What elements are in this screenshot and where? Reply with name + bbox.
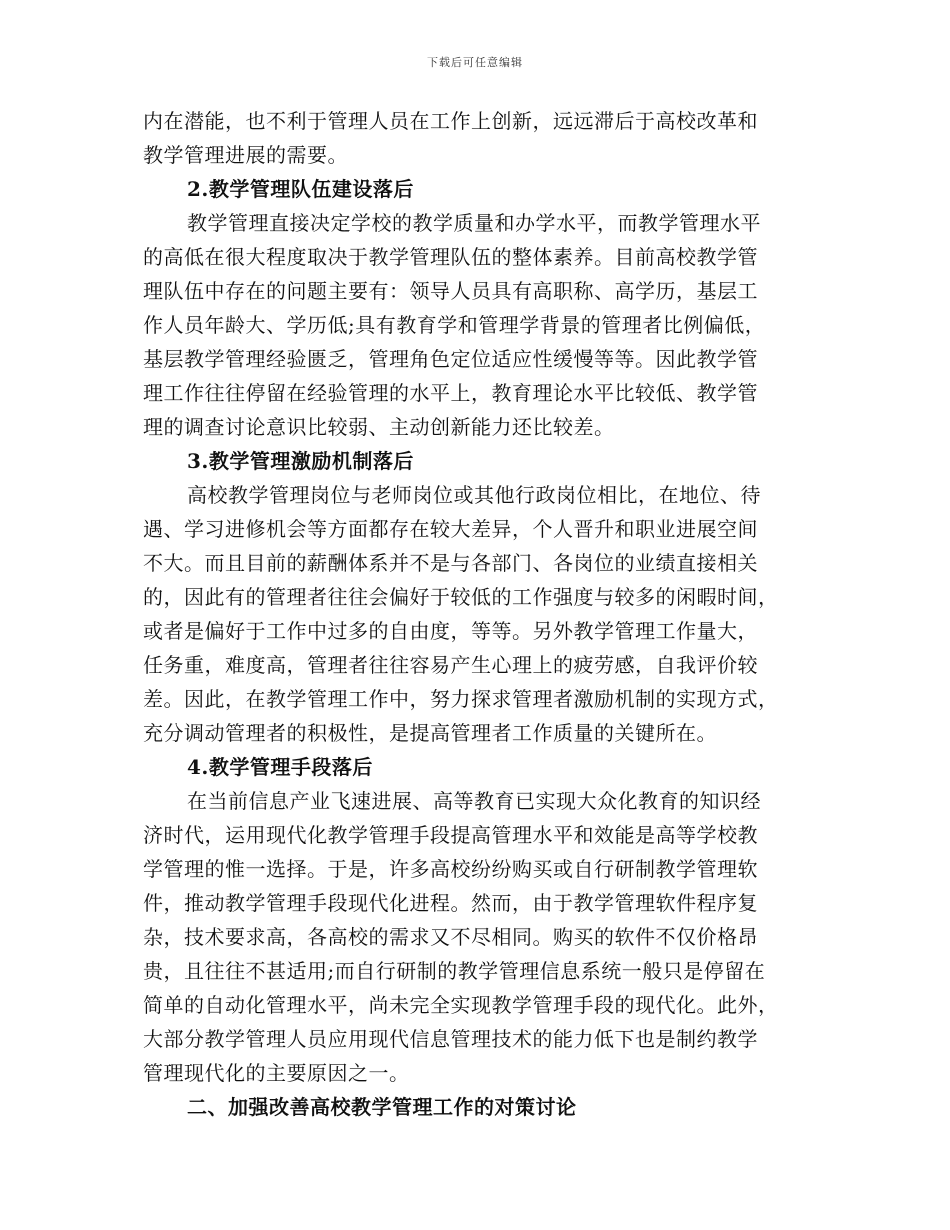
section-heading: 3.教学管理激励机制落后 xyxy=(187,449,414,473)
text-line: 贵，且往往不甚适用;而自行研制的教学管理信息系统一般只是停留在 xyxy=(143,959,766,983)
text-line: 理队伍中存在的问题主要有：领导人员具有高职称、高学历，基层工 xyxy=(143,279,758,303)
text-line: 遇、学习进修机会等方面都存在较大差异，个人晋升和职业进展空间 xyxy=(143,517,758,541)
text-line: 理的调查讨论意识比较弱、主动创新能力还比较差。 xyxy=(143,415,615,439)
text-line: 学管理的惟一选择。于是，许多高校纷纷购买或自行研制教学管理软 xyxy=(143,857,758,881)
text-line: 内在潜能，也不利于管理人员在工作上创新，远远滞后于高校改革和 xyxy=(143,109,758,133)
text-line: 管理现代化的主要原因之一。 xyxy=(143,1061,410,1085)
text-line: 充分调动管理者的积极性，是提高管理者工作质量的关键所在。 xyxy=(143,721,717,745)
text-line: 在当前信息产业飞速进展、高等教育已实现大众化教育的知识经 xyxy=(187,789,761,813)
text-line: 差。因此，在教学管理工作中，努力探求管理者激励机制的实现方式， xyxy=(143,687,779,711)
text-line: 大部分教学管理人员应用现代信息管理技术的能力低下也是制约教学 xyxy=(143,1027,758,1051)
section-heading: 4.教学管理手段落后 xyxy=(187,755,373,779)
text-line: 件，推动教学管理手段现代化进程。然而，由于教学管理软件程序复 xyxy=(143,891,758,915)
text-line: 高校教学管理岗位与老师岗位或其他行政岗位相比，在地位、待 xyxy=(187,483,761,507)
section-heading: 2.教学管理队伍建设落后 xyxy=(187,177,414,201)
text-line: 不大。而且目前的薪酬体系并不是与各部门、各岗位的业绩直接相关 xyxy=(143,551,758,575)
text-line: 济时代，运用现代化教学管理手段提高管理水平和效能是高等学校教 xyxy=(143,823,758,847)
section-heading: 二、加强改善高校教学管理工作的对策讨论 xyxy=(187,1095,577,1119)
text-line: 简单的自动化管理水平，尚未完全实现教学管理手段的现代化。此外， xyxy=(143,993,779,1017)
text-line: 或者是偏好于工作中过多的自由度，等等。另外教学管理工作量大， xyxy=(143,619,758,643)
text-line: 教学管理进展的需要。 xyxy=(143,143,348,167)
text-line: 任务重，难度高，管理者往往容易产生心理上的疲劳感，自我评价较 xyxy=(143,653,758,677)
text-line: 的，因此有的管理者往往会偏好于较低的工作强度与较多的闲暇时间， xyxy=(143,585,779,609)
text-line: 作人员年龄大、学历低;具有教育学和管理学背景的管理者比例偏低， xyxy=(143,313,766,337)
document-body xyxy=(143,104,813,1124)
text-line: 的高低在很大程度取决于教学管理队伍的整体素养。目前高校教学管 xyxy=(143,245,758,269)
text-line: 理工作往往停留在经验管理的水平上，教育理论水平比较低、教学管 xyxy=(143,381,758,405)
page-header: 下载后可任意编辑 xyxy=(427,56,523,69)
text-line: 基层教学管理经验匮乏，管理角色定位适应性缓慢等等。因此教学管 xyxy=(143,347,758,371)
text-line: 教学管理直接决定学校的教学质量和办学水平，而教学管理水平 xyxy=(187,211,761,235)
text-line: 杂，技术要求高，各高校的需求又不尽相同。购买的软件不仅价格昂 xyxy=(143,925,758,949)
